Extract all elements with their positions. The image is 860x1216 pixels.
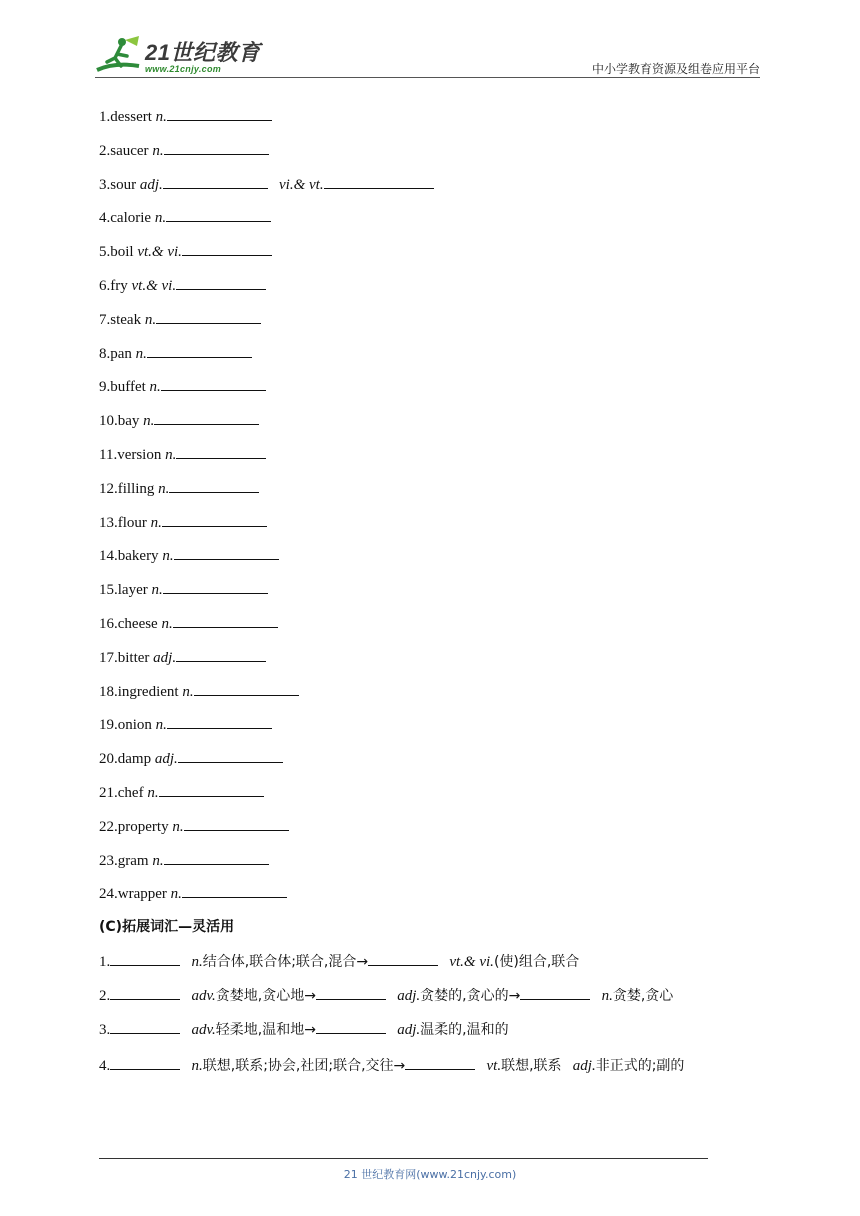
vocab-item: 9.buffet n. bbox=[99, 374, 769, 408]
answer-blank[interactable] bbox=[169, 476, 259, 493]
vocab-item: 18.ingredient n. bbox=[99, 679, 769, 713]
answer-blank[interactable] bbox=[159, 780, 264, 797]
answer-blank[interactable] bbox=[110, 1053, 180, 1070]
vocab-item: 15.layer n. bbox=[99, 577, 769, 611]
answer-blank[interactable] bbox=[316, 1017, 386, 1034]
answer-blank[interactable] bbox=[166, 205, 271, 222]
answer-blank[interactable] bbox=[164, 138, 269, 155]
vocab-item: 20.damp adj. bbox=[99, 746, 769, 780]
answer-blank[interactable] bbox=[167, 712, 272, 729]
answer-blank[interactable] bbox=[520, 983, 590, 1000]
answer-blank[interactable] bbox=[110, 1017, 180, 1034]
vocab-item: 14.bakery n. bbox=[99, 543, 769, 577]
answer-blank[interactable] bbox=[161, 374, 266, 391]
logo-text: 21世纪教育 bbox=[145, 40, 261, 65]
vocab-item: 10.bay n. bbox=[99, 408, 769, 442]
answer-blank[interactable] bbox=[110, 983, 180, 1000]
answer-blank[interactable] bbox=[182, 881, 287, 898]
vocab-item: 7.steak n. bbox=[99, 307, 769, 341]
answer-blank[interactable] bbox=[176, 645, 266, 662]
expansion-item: 2. adv.贪婪地,贪心地→ adj.贪婪的,贪心的→ n.贪婪,贪心 bbox=[99, 983, 769, 1017]
answer-blank[interactable] bbox=[194, 679, 299, 696]
worksheet-content bbox=[99, 104, 769, 1083]
page-footer: 21 世纪教育网(www.21cnjy.com) bbox=[343, 1168, 517, 1181]
page-header bbox=[95, 30, 760, 78]
answer-blank[interactable] bbox=[154, 408, 259, 425]
answer-blank[interactable] bbox=[163, 577, 268, 594]
vocab-item: 22.property n. bbox=[99, 814, 769, 848]
vocab-item: 19.onion n. bbox=[99, 712, 769, 746]
answer-blank[interactable] bbox=[176, 442, 266, 459]
answer-blank[interactable] bbox=[167, 104, 272, 121]
answer-blank[interactable] bbox=[164, 848, 269, 865]
answer-blank[interactable] bbox=[182, 239, 272, 256]
answer-blank[interactable] bbox=[405, 1053, 475, 1070]
answer-blank[interactable] bbox=[173, 611, 278, 628]
site-logo bbox=[95, 34, 265, 78]
vocab-item: 16.cheese n. bbox=[99, 611, 769, 645]
header-divider bbox=[95, 77, 760, 78]
vocab-item: 3.sour adj. vi.& vt. bbox=[99, 172, 769, 206]
vocab-item: 1.dessert n. bbox=[99, 104, 769, 138]
vocab-item: 6.fry vt.& vi. bbox=[99, 273, 769, 307]
vocab-item: 17.bitter adj. bbox=[99, 645, 769, 679]
vocab-item: 13.flour n. bbox=[99, 510, 769, 544]
vocab-item: 24.wrapper n. bbox=[99, 881, 769, 915]
answer-blank[interactable] bbox=[147, 341, 252, 358]
vocab-item: 11.version n. bbox=[99, 442, 769, 476]
answer-blank[interactable] bbox=[184, 814, 289, 831]
answer-blank[interactable] bbox=[174, 543, 279, 560]
vocab-item: 4.calorie n. bbox=[99, 205, 769, 239]
footer-divider bbox=[99, 1158, 708, 1159]
expansion-item: 1. n.结合体,联合体;联合,混合→ vt.& vi.(使)组合,联合 bbox=[99, 949, 769, 983]
vocab-item: 5.boil vt.& vi. bbox=[99, 239, 769, 273]
vocab-item: 8.pan n. bbox=[99, 341, 769, 375]
answer-blank[interactable] bbox=[316, 983, 386, 1000]
vocab-item: 12.filling n. bbox=[99, 476, 769, 510]
answer-blank[interactable] bbox=[156, 307, 261, 324]
answer-blank[interactable] bbox=[110, 949, 180, 966]
answer-blank[interactable] bbox=[163, 172, 268, 189]
answer-blank[interactable] bbox=[368, 949, 438, 966]
platform-title: 中小学教育资源及组卷应用平台 bbox=[591, 62, 760, 76]
logo-url: www.21cnjy.com bbox=[145, 64, 222, 74]
answer-blank[interactable] bbox=[176, 273, 266, 290]
expansion-item: 3. adv.轻柔地,温和地→ adj.温柔的,温和的 bbox=[99, 1017, 769, 1051]
answer-blank[interactable] bbox=[178, 746, 283, 763]
section-title: (C)拓展词汇—灵活用 bbox=[99, 919, 235, 936]
answer-blank[interactable] bbox=[324, 172, 434, 189]
vocab-item: 21.chef n. bbox=[99, 780, 769, 814]
vocab-item: 23.gram n. bbox=[99, 848, 769, 882]
vocab-item: 2.saucer n. bbox=[99, 138, 769, 172]
expansion-item: 4. n.联想,联系;协会,社团;联合,交往→ vt.联想,联系 adj.非正式的;副的 bbox=[99, 1050, 769, 1083]
answer-blank[interactable] bbox=[162, 510, 267, 527]
